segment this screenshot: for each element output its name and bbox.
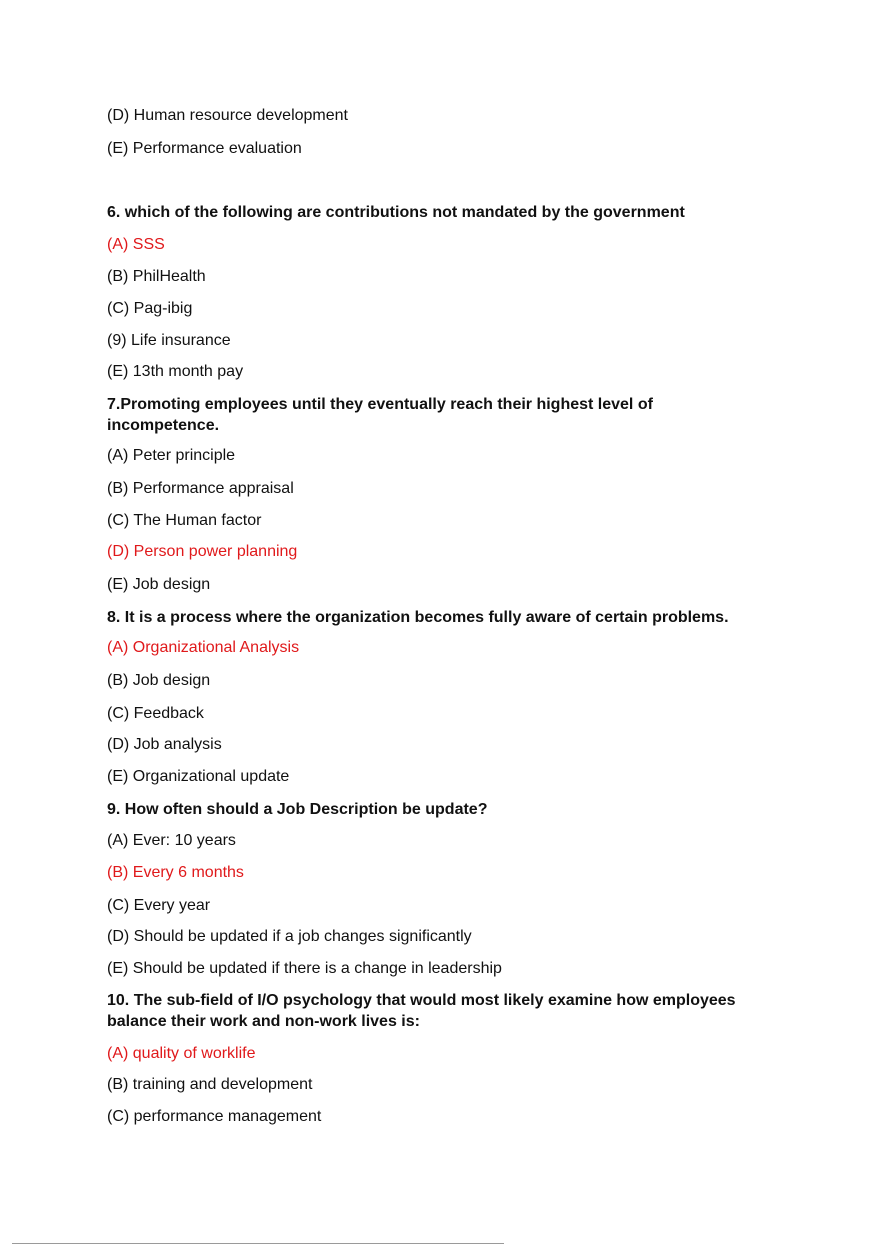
option-6a-answer: (A) SSS — [107, 236, 165, 253]
option-8e: (E) Organizational update — [107, 768, 290, 785]
question-10-line-1: 10. The sub-field of I/O psychology that would most likely examine how employees — [107, 992, 736, 1009]
option-9d: (D) Should be updated if a job changes significantly — [107, 928, 472, 945]
footer-divider — [12, 1243, 504, 1244]
question-6: 6. which of the following are contributions not mandated by the government — [107, 204, 685, 221]
option-8a-answer: (A) Organizational Analysis — [107, 639, 300, 656]
option-9c: (C) Every year — [107, 897, 211, 914]
option-9b-answer: (B) Every 6 months — [107, 864, 244, 881]
option-8d: (D) Job analysis — [107, 736, 222, 753]
question-8: 8. It is a process where the organization becomes fully aware of certain problems. — [107, 609, 729, 626]
option-5e: (E) Performance evaluation — [107, 140, 302, 157]
option-10c: (C) performance management — [107, 1108, 322, 1125]
question-7-line-1: 7.Promoting employees until they eventually reach their highest level of — [107, 396, 653, 413]
option-5d: (D) Human resource development — [107, 107, 348, 124]
option-9e: (E) Should be updated if there is a change in leadership — [107, 960, 502, 977]
option-7e: (E) Job design — [107, 576, 211, 593]
option-6d: (9) Life insurance — [107, 332, 231, 349]
option-7c: (C) The Human factor — [107, 512, 262, 529]
option-6b: (B) PhilHealth — [107, 268, 206, 285]
option-8c: (C) Feedback — [107, 705, 204, 722]
option-6e: (E) 13th month pay — [107, 363, 244, 380]
option-10b: (B) training and development — [107, 1076, 313, 1093]
option-6c: (C) Pag-ibig — [107, 300, 193, 317]
option-9a: (A) Ever: 10 years — [107, 832, 236, 849]
option-7a: (A) Peter principle — [107, 447, 236, 464]
option-7d-answer: (D) Person power planning — [107, 543, 298, 560]
option-7b: (B) Performance appraisal — [107, 480, 294, 497]
option-8b: (B) Job design — [107, 672, 211, 689]
option-10a-answer: (A) quality of worklife — [107, 1045, 256, 1062]
question-7-line-2: incompetence. — [107, 417, 220, 434]
question-9: 9. How often should a Job Description be update? — [107, 801, 488, 818]
question-10-line-2: balance their work and non-work lives is: — [107, 1013, 420, 1030]
